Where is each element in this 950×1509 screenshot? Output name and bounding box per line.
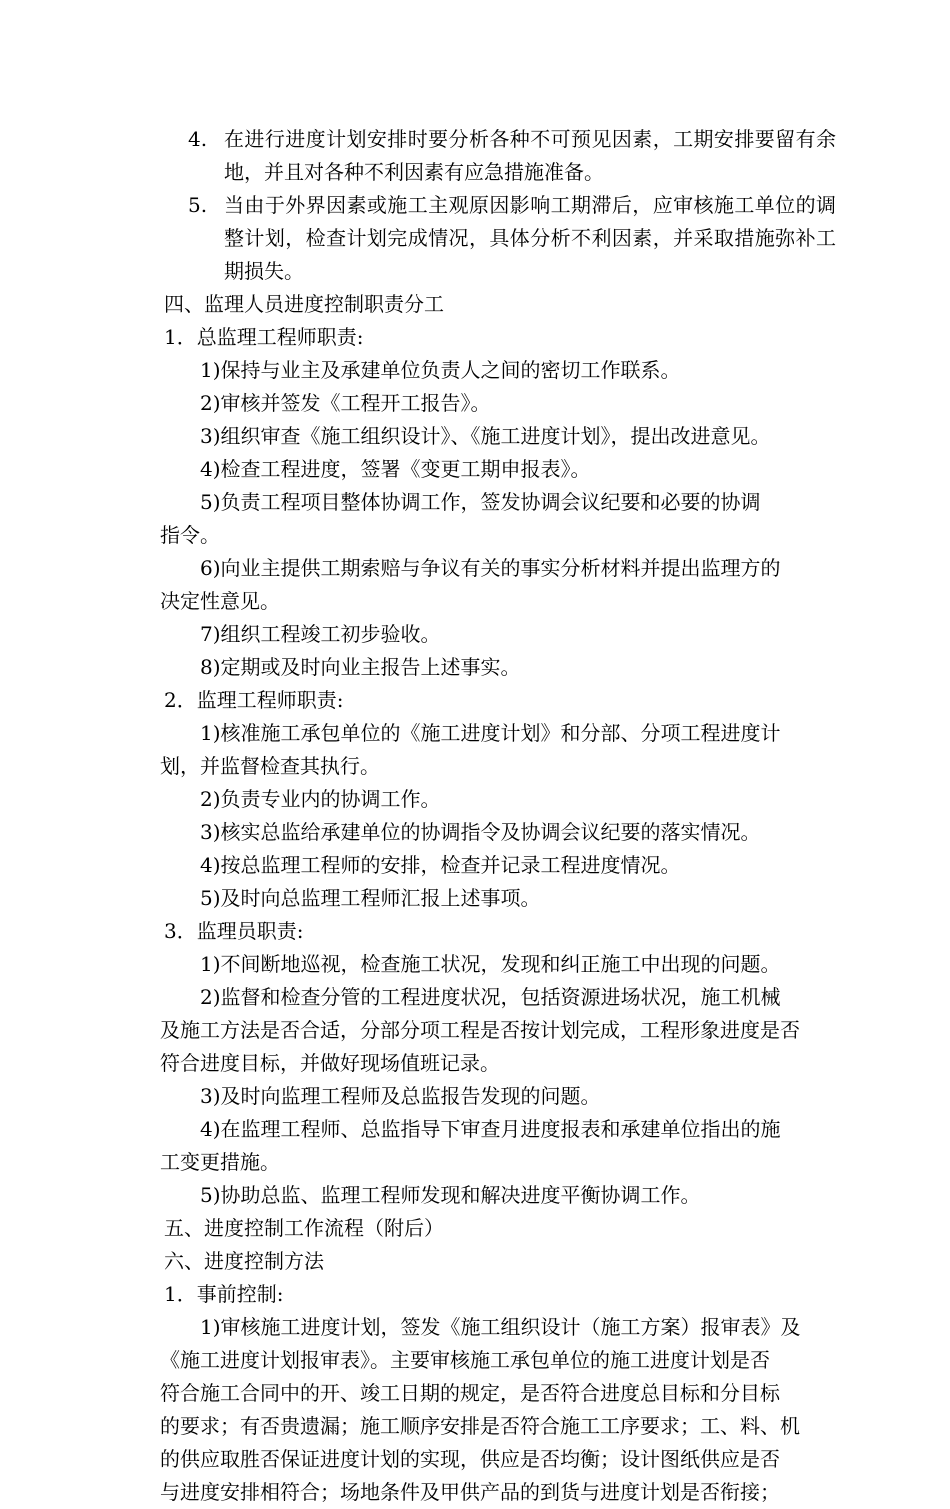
section-heading-5: 五、进度控制工作流程（附后） bbox=[164, 1216, 444, 1240]
subheading-chief-engineer-duties: 1．总监理工程师职责: bbox=[164, 325, 364, 349]
subheading-engineer-duties: 2．监理工程师职责: bbox=[164, 688, 344, 712]
list-item-text: 在进行进度计划安排时要分析各种不可预见因素，工期安排要留有余地，并且对各种不利因素有应急措施准备。 bbox=[224, 127, 836, 184]
list-item-text: 当由于外界因素或施工主观原因影响工期滞后，应审核施工单位的调整计划，检查计划完成情况，具体分析不利因素，并采取措施弥补工期损失。 bbox=[224, 193, 836, 283]
duty-item: 4)按总监理工程师的安排，检查并记录工程进度情况。 bbox=[200, 853, 681, 877]
document-body bbox=[160, 123, 836, 1509]
duty-item: 1)核准施工承包单位的《施工进度计划》和分部、分项工程进度计 bbox=[200, 721, 781, 745]
paragraph-line: 1)审核施工进度计划，签发《施工组织设计（施工方案）报审表》及 bbox=[200, 1315, 801, 1339]
duty-item: 2)审核并签发《工程开工报告》。 bbox=[200, 391, 491, 415]
duty-item: 1)不间断地巡视，检查施工状况，发现和纠正施工中出现的问题。 bbox=[200, 952, 781, 976]
duty-item: 6)向业主提供工期索赔与争议有关的事实分析材料并提出监理方的 bbox=[200, 556, 781, 580]
section-heading-6: 六、进度控制方法 bbox=[164, 1249, 324, 1273]
section-heading-4: 四、监理人员进度控制职责分工 bbox=[164, 292, 444, 316]
paragraph-line: 与进度安排相符合；场地条件及甲供产品的到货与进度计划是否衔接； bbox=[160, 1480, 780, 1504]
duty-item: 3)核实总监给承建单位的协调指令及协调会议纪要的落实情况。 bbox=[200, 820, 761, 844]
list-item-number: 4. bbox=[188, 127, 208, 151]
duty-item: 7)组织工程竣工初步验收。 bbox=[200, 622, 441, 646]
duty-item: 4)检查工程进度，签署《变更工期申报表》。 bbox=[200, 457, 591, 481]
subheading-inspector-duties: 3．监理员职责: bbox=[164, 919, 304, 943]
paragraph-line: 的供应取胜否保证进度计划的实现，供应是否均衡；设计图纸供应是否 bbox=[160, 1447, 780, 1471]
duty-item: 2)负责专业内的协调工作。 bbox=[200, 787, 441, 811]
subheading-pre-control: 1．事前控制: bbox=[164, 1282, 284, 1306]
list-item-number: 5. bbox=[188, 193, 208, 217]
list-item-4 bbox=[160, 123, 836, 189]
duty-item-continued: 决定性意见。 bbox=[160, 589, 280, 613]
duty-item: 8)定期或及时向业主报告上述事实。 bbox=[200, 655, 521, 679]
duty-item: 2)监督和检查分管的工程进度状况，包括资源进场状况，施工机械 bbox=[200, 985, 781, 1009]
duty-item-continued: 工变更措施。 bbox=[160, 1150, 280, 1174]
duty-item-continued: 划，并监督检查其执行。 bbox=[160, 754, 380, 778]
duty-item-continued: 及施工方法是否合适，分部分项工程是否按计划完成，工程形象进度是否 bbox=[160, 1018, 800, 1042]
duty-item: 5)及时向总监理工程师汇报上述事项。 bbox=[200, 886, 541, 910]
duty-item: 4)在监理工程师、总监指导下审查月进度报表和承建单位指出的施 bbox=[200, 1117, 781, 1141]
paragraph-line: 《施工进度计划报审表》。主要审核施工承包单位的施工进度计划是否 bbox=[160, 1348, 770, 1372]
paragraph-line: 的要求；有否贵遗漏；施工顺序安排是否符合施工工序要求；工、料、机 bbox=[160, 1414, 800, 1438]
list-item-5 bbox=[160, 189, 836, 288]
duty-item: 1)保持与业主及承建单位负责人之间的密切工作联系。 bbox=[200, 358, 681, 382]
duty-item: 5)负责工程项目整体协调工作，签发协调会议纪要和必要的协调 bbox=[200, 490, 761, 514]
paragraph-line: 符合施工合同中的开、竣工日期的规定，是否符合进度总目标和分目标 bbox=[160, 1381, 780, 1405]
duty-item-continued: 指令。 bbox=[160, 523, 220, 547]
duty-item: 5)协助总监、监理工程师发现和解决进度平衡协调工作。 bbox=[200, 1183, 701, 1207]
duty-item: 3)及时向监理工程师及总监报告发现的问题。 bbox=[200, 1084, 601, 1108]
duty-item-continued: 符合进度目标，并做好现场值班记录。 bbox=[160, 1051, 500, 1075]
duty-item: 3)组织审查《施工组织设计》、《施工进度计划》，提出改进意见。 bbox=[200, 424, 771, 448]
